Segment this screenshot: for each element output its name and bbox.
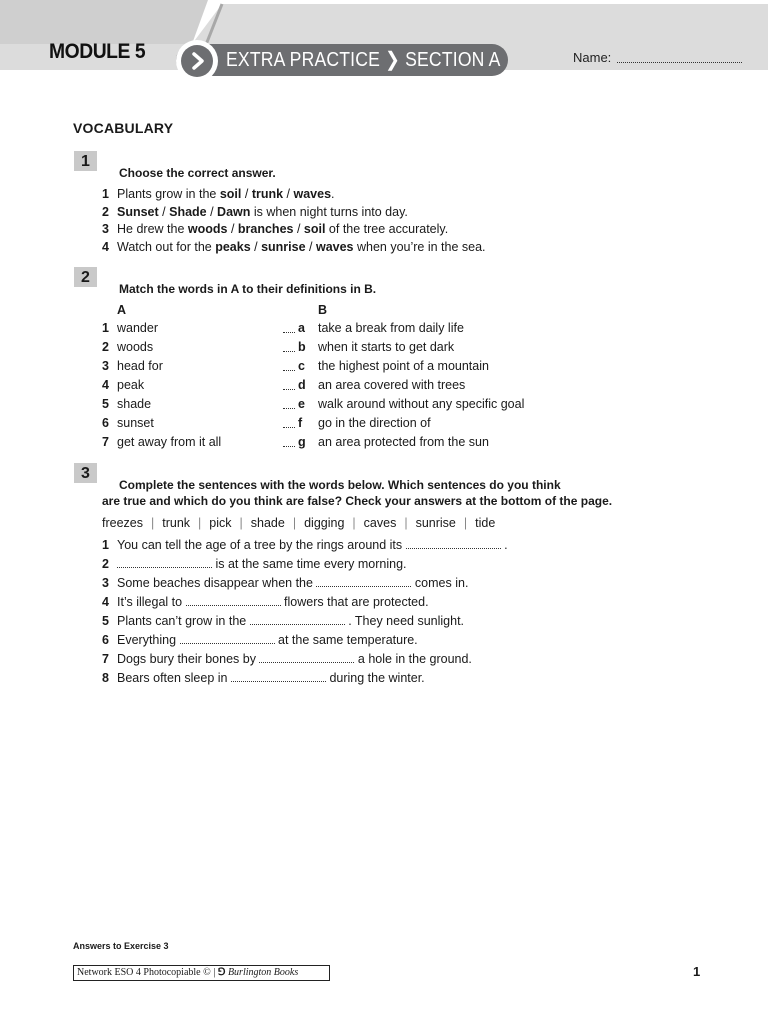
- gap-sentence: [117, 595, 429, 609]
- item-number: 4: [102, 240, 109, 255]
- word-bank-item: digging: [304, 516, 345, 530]
- match-word: head for: [117, 359, 163, 373]
- item-number: 3: [102, 576, 109, 590]
- choice-option[interactable]: Dawn: [217, 204, 251, 219]
- definition-letter: f: [298, 416, 303, 430]
- exercise-3-instruction-line-1: Complete the sentences with the words below. Which sentences do you think: [119, 478, 561, 492]
- match-word: sunset: [117, 416, 154, 430]
- sentence-text: Dogs bury their bones by: [117, 652, 260, 666]
- word-bank-item: pick: [209, 516, 232, 530]
- choice-sentence: [117, 222, 448, 236]
- gap-sentence: [117, 671, 425, 685]
- answer-blank[interactable]: [283, 378, 295, 390]
- item-number: 7: [102, 652, 109, 666]
- choice-option[interactable]: Shade: [169, 204, 207, 219]
- sentence-text: /: [227, 222, 238, 237]
- definition-text: an area protected from the sun: [318, 435, 489, 449]
- sentence-text: is when night turns into day.: [250, 204, 408, 219]
- item-number: 1: [102, 187, 109, 201]
- gap-sentence: [117, 538, 508, 552]
- choice-option[interactable]: woods: [187, 222, 228, 237]
- gap-sentence: [117, 557, 407, 571]
- match-word: shade: [117, 397, 152, 411]
- answer-blank[interactable]: [250, 614, 345, 625]
- definition-letter: c: [298, 359, 305, 373]
- match-word: woods: [117, 340, 154, 354]
- answer-blank[interactable]: [406, 538, 501, 549]
- sentence-text: It’s illegal to: [117, 595, 186, 609]
- item-number: 1: [102, 538, 109, 552]
- sentence-text: of the tree accurately.: [325, 222, 449, 237]
- sentence-text: at the same temperature.: [274, 633, 418, 647]
- sentence-text: . They need sunlight.: [344, 614, 465, 628]
- word-bank-item: trunk: [162, 516, 191, 530]
- answer-blank[interactable]: [186, 595, 281, 606]
- answer-blank[interactable]: [283, 397, 295, 409]
- divider: |: [352, 516, 356, 530]
- exercise-2-number: 2: [74, 267, 97, 287]
- divider: |: [292, 516, 297, 530]
- copyright-text: Network ESO 4 Photocopiable © |: [77, 967, 216, 978]
- choice-option[interactable]: waves: [293, 187, 332, 201]
- answer-blank[interactable]: [316, 576, 411, 587]
- item-number: 7: [102, 435, 109, 449]
- publisher-name: Burlington Books: [227, 967, 299, 978]
- sentence-text: You can tell the age of a tree by the rings around its: [117, 538, 406, 552]
- module-title: MODULE 5: [49, 40, 146, 63]
- definition-letter: a: [298, 321, 305, 335]
- word-bank-item: freezes: [102, 516, 143, 530]
- choice-option[interactable]: soil: [303, 222, 326, 237]
- definition-text: take a break from daily life: [318, 321, 464, 335]
- choice-option[interactable]: trunk: [251, 187, 284, 201]
- chevron-right-icon: [188, 51, 208, 71]
- sentence-text: /: [241, 187, 252, 201]
- item-number: 5: [102, 614, 109, 628]
- answer-blank[interactable]: [283, 321, 295, 333]
- definition-text: when it starts to get dark: [318, 340, 455, 354]
- exercise-3-number: 3: [74, 463, 97, 483]
- exercise-2-instruction: Match the words in A to their definitions in B.: [119, 282, 377, 296]
- definition-text: the highest point of a mountain: [318, 359, 489, 373]
- choice-option[interactable]: peaks: [215, 240, 251, 255]
- item-number: 2: [102, 204, 109, 219]
- sentence-text: Bears often sleep in: [117, 671, 231, 685]
- gap-sentence: [117, 614, 464, 628]
- sentence-text: during the winter.: [325, 671, 425, 685]
- sentence-text: He drew the: [117, 222, 188, 237]
- answer-blank[interactable]: [180, 633, 275, 644]
- sentence-text: .: [331, 187, 335, 201]
- item-number: 1: [102, 321, 109, 335]
- choice-option[interactable]: branches: [237, 222, 294, 237]
- item-number: 3: [102, 359, 109, 373]
- sentence-text: Watch out for the: [117, 240, 216, 255]
- sentence-text: Plants grow in the: [117, 187, 220, 201]
- answer-blank[interactable]: [283, 416, 295, 428]
- choice-sentence: [117, 240, 486, 254]
- definition-text: walk around without any specific goal: [318, 397, 525, 411]
- choice-option[interactable]: sunrise: [261, 240, 306, 255]
- answer-blank[interactable]: [259, 652, 354, 663]
- sentence-text: comes in.: [411, 576, 469, 590]
- gap-sentence: [117, 576, 468, 590]
- sentence-text: /: [305, 240, 316, 255]
- item-number: 2: [102, 340, 109, 354]
- sentence-text: Everything: [117, 633, 180, 647]
- sentence-text: Plants can’t grow in the: [117, 614, 250, 628]
- column-b-heading: B: [318, 303, 328, 317]
- definition-letter: e: [298, 397, 305, 411]
- word-bank-item: sunrise: [415, 516, 456, 530]
- answer-blank[interactable]: [283, 359, 295, 371]
- name-field[interactable]: [617, 62, 742, 63]
- sentence-text: .: [500, 538, 508, 552]
- answer-blank[interactable]: [283, 340, 295, 352]
- definition-letter: d: [298, 378, 306, 392]
- definition-text: an area covered with trees: [318, 378, 466, 392]
- answer-blank[interactable]: [117, 557, 212, 568]
- item-number: 2: [102, 557, 109, 571]
- answers-label: Answers to Exercise 3: [73, 941, 169, 951]
- page-number: 1: [693, 964, 701, 979]
- divider: |: [198, 516, 202, 530]
- sentence-text: /: [250, 240, 262, 255]
- section-heading: VOCABULARY: [73, 120, 174, 136]
- copyright-box: [73, 965, 330, 981]
- sentence-text: /: [158, 204, 170, 219]
- sentence-text: /: [206, 204, 218, 219]
- answer-blank[interactable]: [231, 671, 326, 682]
- sentence-text: Some beaches disappear when the: [117, 576, 317, 590]
- divider: |: [151, 516, 155, 530]
- gap-sentence: [117, 633, 418, 647]
- sentence-text: /: [283, 187, 294, 201]
- item-number: 8: [102, 671, 109, 685]
- exercise-1-number: 1: [74, 151, 97, 171]
- item-number: 6: [102, 633, 109, 647]
- name-label: Name:: [573, 50, 612, 65]
- sentence-text: a hole in the ground.: [354, 652, 472, 666]
- choice-sentence: [117, 205, 408, 219]
- word-bank-item: caves: [363, 516, 397, 530]
- divider: |: [404, 516, 408, 530]
- item-number: 4: [102, 595, 109, 609]
- sentence-text: is at the same time every morning.: [212, 557, 407, 571]
- word-bank-item: tide: [475, 516, 496, 530]
- choice-sentence: [117, 187, 335, 201]
- word-bank: [102, 516, 495, 530]
- match-word: wander: [117, 321, 158, 335]
- definition-letter: g: [298, 435, 306, 449]
- definition-letter: b: [298, 340, 306, 354]
- sentence-text: when you’re in the sea.: [353, 240, 486, 255]
- exercise-1-instruction: Choose the correct answer.: [119, 166, 276, 180]
- word-bank-item: shade: [250, 516, 285, 530]
- choice-option[interactable]: soil: [219, 187, 242, 201]
- definition-text: go in the direction of: [318, 416, 431, 430]
- exercise-3-instruction-line-2: are true and which do you think are false? Check your answers at the bottom of the page.: [102, 494, 613, 508]
- sentence-text: flowers that are protected.: [280, 595, 429, 609]
- item-number: 4: [102, 378, 109, 392]
- choice-option[interactable]: Sunset: [117, 204, 159, 219]
- match-word: peak: [117, 378, 145, 392]
- answer-blank[interactable]: [283, 435, 295, 447]
- banner-title: EXTRA PRACTICE ❯ SECTION A: [226, 49, 501, 71]
- column-a-heading: A: [117, 303, 127, 317]
- item-number: 5: [102, 397, 109, 411]
- choice-option[interactable]: waves: [315, 240, 354, 255]
- divider: |: [239, 516, 243, 530]
- item-number: 3: [102, 222, 109, 237]
- gap-sentence: [117, 652, 472, 666]
- item-number: 6: [102, 416, 109, 430]
- sentence-text: /: [293, 222, 304, 237]
- divider: |: [463, 516, 468, 530]
- publisher-logo-icon: ⅁: [217, 967, 226, 978]
- match-word: get away from it all: [117, 435, 222, 449]
